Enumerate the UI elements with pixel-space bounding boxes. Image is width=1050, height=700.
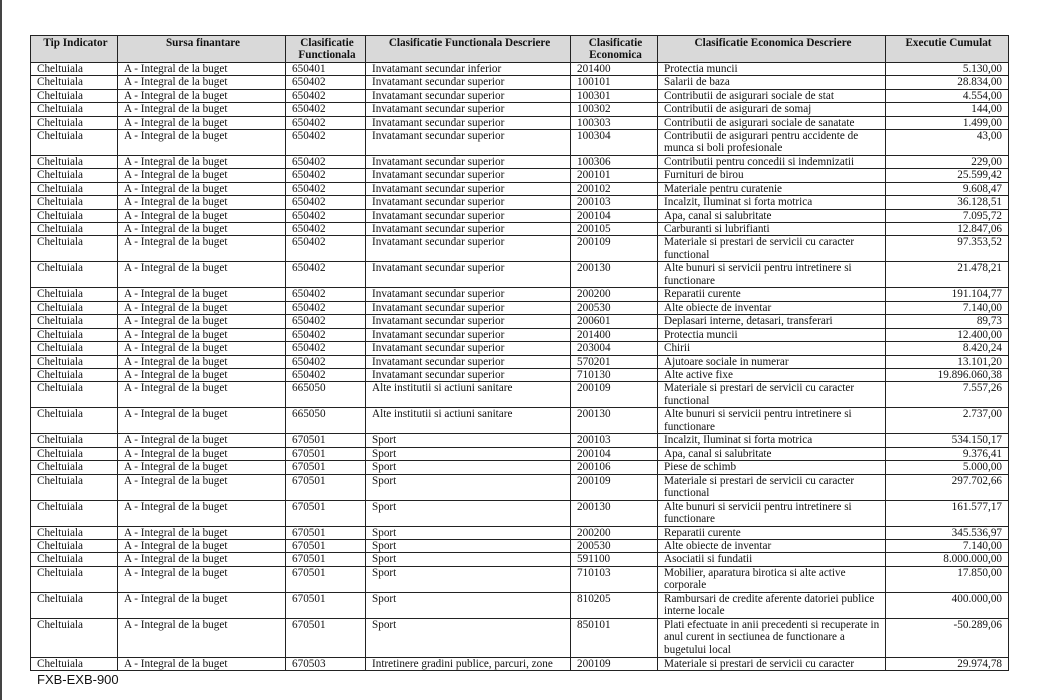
table-body: [31, 63, 1009, 671]
table-row: [31, 434, 1009, 447]
cell-clasificatie-economica-descriere: Alte bunuri si servicii pentru intretinere si functionare: [658, 262, 886, 288]
cell-tip-indicator: Cheltuiala: [31, 76, 118, 89]
cell-sursa-finantare: A - Integral de la buget: [118, 116, 286, 129]
cell-clasificatie-functionala-descriere: Invatamant secundar superior: [366, 315, 571, 328]
cell-clasificatie-functionala-descriere: Alte institutii si actiuni sanitare: [366, 408, 571, 434]
header-executie-cumulat: Executie Cumulat: [886, 36, 1009, 63]
cell-tip-indicator: Cheltuiala: [31, 288, 118, 301]
cell-executie-cumulat: 297.702,66: [886, 474, 1009, 500]
table-row: [31, 262, 1009, 288]
cell-clasificatie-functionala-descriere: Invatamant secundar superior: [366, 169, 571, 182]
cell-executie-cumulat: 12.847,06: [886, 223, 1009, 236]
cell-tip-indicator: Cheltuiala: [31, 130, 118, 156]
cell-sursa-finantare: A - Integral de la buget: [118, 382, 286, 408]
cell-clasificatie-functionala: 670501: [286, 500, 366, 526]
cell-tip-indicator: Cheltuiala: [31, 566, 118, 592]
cell-clasificatie-functionala-descriere: Sport: [366, 447, 571, 460]
cell-clasificatie-economica: 200103: [571, 434, 658, 447]
cell-clasificatie-economica: 100304: [571, 130, 658, 156]
header-clasificatie-economica: Clasificatie Economica: [571, 36, 658, 63]
table-row: [31, 592, 1009, 618]
cell-clasificatie-functionala: 670501: [286, 618, 366, 657]
cell-executie-cumulat: 12.400,00: [886, 328, 1009, 341]
table-row: [31, 566, 1009, 592]
cell-executie-cumulat: 7.557,26: [886, 382, 1009, 408]
cell-tip-indicator: Cheltuiala: [31, 103, 118, 116]
cell-clasificatie-economica-descriere: Alte obiecte de inventar: [658, 539, 886, 552]
cell-clasificatie-economica: 200104: [571, 447, 658, 460]
table-row: [31, 130, 1009, 156]
cell-tip-indicator: Cheltuiala: [31, 209, 118, 222]
cell-clasificatie-functionala-descriere: Sport: [366, 566, 571, 592]
table-row: [31, 382, 1009, 408]
cell-clasificatie-functionala: 650402: [286, 223, 366, 236]
cell-clasificatie-economica-descriere: Reparatii curente: [658, 526, 886, 539]
cell-clasificatie-economica-descriere: Materiale si prestari de servicii cu caracter functional: [658, 236, 886, 262]
cell-sursa-finantare: A - Integral de la buget: [118, 182, 286, 195]
cell-tip-indicator: Cheltuiala: [31, 315, 118, 328]
header-clasificatie-functionala-descriere: Clasificatie Functionala Descriere: [366, 36, 571, 63]
cell-clasificatie-economica: 200109: [571, 657, 658, 670]
header-sursa-finantare: Sursa finantare: [118, 36, 286, 63]
cell-executie-cumulat: 534.150,17: [886, 434, 1009, 447]
cell-clasificatie-economica: 200104: [571, 209, 658, 222]
cell-sursa-finantare: A - Integral de la buget: [118, 315, 286, 328]
cell-executie-cumulat: 19.896.060,38: [886, 368, 1009, 381]
cell-clasificatie-economica-descriere: Contributii pentru concedii si indemnizatii: [658, 156, 886, 169]
cell-executie-cumulat: 7.095,72: [886, 209, 1009, 222]
cell-executie-cumulat: 8.000.000,00: [886, 553, 1009, 566]
page-left-edge: [0, 0, 2, 700]
cell-tip-indicator: Cheltuiala: [31, 169, 118, 182]
cell-clasificatie-functionala-descriere: Sport: [366, 592, 571, 618]
cell-executie-cumulat: 28.834,00: [886, 76, 1009, 89]
cell-clasificatie-economica: 100306: [571, 156, 658, 169]
cell-executie-cumulat: 191.104,77: [886, 288, 1009, 301]
cell-clasificatie-functionala-descriere: Invatamant secundar superior: [366, 236, 571, 262]
cell-clasificatie-functionala-descriere: Sport: [366, 461, 571, 474]
cell-clasificatie-functionala: 670501: [286, 461, 366, 474]
cell-clasificatie-functionala: 650402: [286, 76, 366, 89]
cell-sursa-finantare: A - Integral de la buget: [118, 592, 286, 618]
cell-clasificatie-economica: 200102: [571, 182, 658, 195]
cell-clasificatie-functionala: 670503: [286, 657, 366, 670]
cell-tip-indicator: Cheltuiala: [31, 461, 118, 474]
cell-tip-indicator: Cheltuiala: [31, 434, 118, 447]
table-row: [31, 315, 1009, 328]
cell-clasificatie-functionala-descriere: Invatamant secundar superior: [366, 156, 571, 169]
cell-sursa-finantare: A - Integral de la buget: [118, 76, 286, 89]
cell-clasificatie-functionala-descriere: Invatamant secundar superior: [366, 76, 571, 89]
cell-clasificatie-functionala: 670501: [286, 434, 366, 447]
table-row: [31, 288, 1009, 301]
cell-clasificatie-functionala-descriere: Sport: [366, 474, 571, 500]
cell-clasificatie-economica-descriere: Piese de schimb: [658, 461, 886, 474]
cell-clasificatie-economica-descriere: Materiale si prestari de servicii cu caracter functional: [658, 474, 886, 500]
cell-clasificatie-economica-descriere: Furnituri de birou: [658, 169, 886, 182]
cell-clasificatie-economica: 200101: [571, 169, 658, 182]
table-row: [31, 209, 1009, 222]
table-row: [31, 328, 1009, 341]
cell-clasificatie-economica-descriere: Protectia muncii: [658, 63, 886, 76]
cell-clasificatie-functionala-descriere: Sport: [366, 618, 571, 657]
cell-clasificatie-economica: 570201: [571, 355, 658, 368]
cell-tip-indicator: Cheltuiala: [31, 474, 118, 500]
cell-clasificatie-functionala: 670501: [286, 592, 366, 618]
cell-tip-indicator: Cheltuiala: [31, 447, 118, 460]
cell-clasificatie-functionala: 650402: [286, 130, 366, 156]
cell-clasificatie-functionala: 670501: [286, 526, 366, 539]
cell-clasificatie-functionala: 650402: [286, 262, 366, 288]
cell-clasificatie-functionala: 650402: [286, 209, 366, 222]
cell-tip-indicator: Cheltuiala: [31, 116, 118, 129]
cell-clasificatie-functionala: 670501: [286, 474, 366, 500]
cell-clasificatie-economica-descriere: Chirii: [658, 342, 886, 355]
cell-tip-indicator: Cheltuiala: [31, 592, 118, 618]
cell-clasificatie-functionala-descriere: Invatamant secundar superior: [366, 182, 571, 195]
cell-sursa-finantare: A - Integral de la buget: [118, 368, 286, 381]
cell-clasificatie-functionala-descriere: Invatamant secundar superior: [366, 328, 571, 341]
table-row: [31, 301, 1009, 314]
header-tip-indicator: Tip Indicator: [31, 36, 118, 63]
cell-clasificatie-functionala-descriere: Intretinere gradini publice, parcuri, zone: [366, 657, 571, 670]
cell-sursa-finantare: A - Integral de la buget: [118, 474, 286, 500]
cell-clasificatie-functionala: 650402: [286, 169, 366, 182]
cell-clasificatie-economica: 100303: [571, 116, 658, 129]
cell-clasificatie-functionala: 670501: [286, 539, 366, 552]
cell-clasificatie-economica: 200109: [571, 382, 658, 408]
cell-clasificatie-functionala: 650402: [286, 355, 366, 368]
table-row: [31, 116, 1009, 129]
cell-clasificatie-economica: 200109: [571, 474, 658, 500]
cell-tip-indicator: Cheltuiala: [31, 156, 118, 169]
cell-sursa-finantare: A - Integral de la buget: [118, 262, 286, 288]
cell-clasificatie-functionala-descriere: Invatamant secundar superior: [366, 288, 571, 301]
cell-sursa-finantare: A - Integral de la buget: [118, 408, 286, 434]
cell-clasificatie-economica-descriere: Plati efectuate in anii precedenti si recuperate in anul curent in sectiunea de functionare a bugetului local: [658, 618, 886, 657]
cell-clasificatie-functionala-descriere: Sport: [366, 539, 571, 552]
cell-sursa-finantare: A - Integral de la buget: [118, 63, 286, 76]
cell-clasificatie-economica: 200530: [571, 301, 658, 314]
cell-clasificatie-economica-descriere: Contributii de asigurari pentru accidente de munca si boli profesionale: [658, 130, 886, 156]
cell-tip-indicator: Cheltuiala: [31, 328, 118, 341]
execution-report-table: [30, 35, 1009, 671]
cell-clasificatie-functionala: 650402: [286, 342, 366, 355]
cell-tip-indicator: Cheltuiala: [31, 223, 118, 236]
cell-executie-cumulat: 400.000,00: [886, 592, 1009, 618]
cell-executie-cumulat: 5.130,00: [886, 63, 1009, 76]
cell-clasificatie-economica: 200200: [571, 526, 658, 539]
cell-tip-indicator: Cheltuiala: [31, 196, 118, 209]
cell-executie-cumulat: 89,73: [886, 315, 1009, 328]
cell-sursa-finantare: A - Integral de la buget: [118, 657, 286, 670]
cell-clasificatie-functionala-descriere: Alte institutii si actiuni sanitare: [366, 382, 571, 408]
cell-clasificatie-functionala-descriere: Sport: [366, 434, 571, 447]
table-row: [31, 447, 1009, 460]
cell-sursa-finantare: A - Integral de la buget: [118, 618, 286, 657]
cell-tip-indicator: Cheltuiala: [31, 382, 118, 408]
cell-sursa-finantare: A - Integral de la buget: [118, 461, 286, 474]
header-clasificatie-functionala: Clasificatie Functionala: [286, 36, 366, 63]
cell-executie-cumulat: 4.554,00: [886, 89, 1009, 102]
cell-clasificatie-economica: 200130: [571, 408, 658, 434]
cell-sursa-finantare: A - Integral de la buget: [118, 209, 286, 222]
cell-clasificatie-functionala: 670501: [286, 447, 366, 460]
cell-clasificatie-economica-descriere: Alte bunuri si servicii pentru intretinere si functionare: [658, 408, 886, 434]
cell-clasificatie-economica-descriere: Contributii de asigurari sociale de sanatate: [658, 116, 886, 129]
cell-tip-indicator: Cheltuiala: [31, 182, 118, 195]
cell-tip-indicator: Cheltuiala: [31, 526, 118, 539]
cell-clasificatie-functionala-descriere: Sport: [366, 553, 571, 566]
document-footer-code: FXB-EXB-900: [37, 672, 119, 687]
cell-clasificatie-economica: 200103: [571, 196, 658, 209]
cell-executie-cumulat: 2.737,00: [886, 408, 1009, 434]
cell-clasificatie-economica: 200530: [571, 539, 658, 552]
cell-clasificatie-economica-descriere: Ajutoare sociale in numerar: [658, 355, 886, 368]
cell-clasificatie-economica-descriere: Alte obiecte de inventar: [658, 301, 886, 314]
table-row: [31, 500, 1009, 526]
cell-executie-cumulat: -50.289,06: [886, 618, 1009, 657]
cell-executie-cumulat: 97.353,52: [886, 236, 1009, 262]
cell-clasificatie-economica: 710130: [571, 368, 658, 381]
cell-clasificatie-economica-descriere: Alte active fixe: [658, 368, 886, 381]
cell-clasificatie-economica-descriere: Materiale si prestari de servicii cu caracter: [658, 657, 886, 670]
cell-executie-cumulat: 13.101,20: [886, 355, 1009, 368]
cell-clasificatie-functionala: 650402: [286, 328, 366, 341]
cell-sursa-finantare: A - Integral de la buget: [118, 553, 286, 566]
cell-clasificatie-economica-descriere: Asociatii si fundatii: [658, 553, 886, 566]
table-row: [31, 355, 1009, 368]
cell-clasificatie-economica: 201400: [571, 63, 658, 76]
cell-clasificatie-functionala: 665050: [286, 408, 366, 434]
cell-sursa-finantare: A - Integral de la buget: [118, 223, 286, 236]
table-row: [31, 196, 1009, 209]
table-row: [31, 474, 1009, 500]
cell-executie-cumulat: 43,00: [886, 130, 1009, 156]
cell-clasificatie-economica-descriere: Reparatii curente: [658, 288, 886, 301]
cell-clasificatie-functionala-descriere: Invatamant secundar superior: [366, 130, 571, 156]
cell-clasificatie-functionala-descriere: Invatamant secundar superior: [366, 342, 571, 355]
table-row: [31, 553, 1009, 566]
cell-executie-cumulat: 36.128,51: [886, 196, 1009, 209]
cell-clasificatie-economica-descriere: Rambursari de credite aferente datoriei publice interne locale: [658, 592, 886, 618]
cell-tip-indicator: Cheltuiala: [31, 342, 118, 355]
cell-clasificatie-functionala: 650402: [286, 196, 366, 209]
table-row: [31, 342, 1009, 355]
cell-clasificatie-functionala: 670501: [286, 566, 366, 592]
cell-clasificatie-functionala: 650402: [286, 156, 366, 169]
cell-tip-indicator: Cheltuiala: [31, 89, 118, 102]
cell-sursa-finantare: A - Integral de la buget: [118, 539, 286, 552]
cell-sursa-finantare: A - Integral de la buget: [118, 355, 286, 368]
cell-executie-cumulat: 29.974,78: [886, 657, 1009, 670]
cell-tip-indicator: Cheltuiala: [31, 262, 118, 288]
cell-clasificatie-economica-descriere: Materiale si prestari de servicii cu caracter functional: [658, 382, 886, 408]
table-row: [31, 76, 1009, 89]
table-row: [31, 461, 1009, 474]
cell-sursa-finantare: A - Integral de la buget: [118, 288, 286, 301]
cell-tip-indicator: Cheltuiala: [31, 553, 118, 566]
cell-sursa-finantare: A - Integral de la buget: [118, 156, 286, 169]
cell-tip-indicator: Cheltuiala: [31, 236, 118, 262]
cell-clasificatie-economica: 100301: [571, 89, 658, 102]
cell-clasificatie-economica-descriere: Incalzit, Iluminat si forta motrica: [658, 434, 886, 447]
cell-clasificatie-functionala: 650401: [286, 63, 366, 76]
table-row: [31, 103, 1009, 116]
cell-executie-cumulat: 7.140,00: [886, 301, 1009, 314]
cell-clasificatie-economica: 591100: [571, 553, 658, 566]
cell-clasificatie-functionala-descriere: Sport: [366, 526, 571, 539]
cell-clasificatie-economica: 100101: [571, 76, 658, 89]
cell-clasificatie-functionala: 650402: [286, 288, 366, 301]
cell-clasificatie-economica: 810205: [571, 592, 658, 618]
cell-tip-indicator: Cheltuiala: [31, 355, 118, 368]
cell-clasificatie-economica: 200130: [571, 262, 658, 288]
table-row: [31, 63, 1009, 76]
cell-clasificatie-functionala: 650402: [286, 116, 366, 129]
cell-clasificatie-economica-descriere: Contributii de asigurari de somaj: [658, 103, 886, 116]
cell-clasificatie-functionala-descriere: Invatamant secundar superior: [366, 196, 571, 209]
cell-clasificatie-functionala-descriere: Invatamant secundar superior: [366, 355, 571, 368]
cell-clasificatie-functionala-descriere: Invatamant secundar superior: [366, 116, 571, 129]
cell-tip-indicator: Cheltuiala: [31, 63, 118, 76]
cell-sursa-finantare: A - Integral de la buget: [118, 236, 286, 262]
cell-clasificatie-functionala-descriere: Invatamant secundar superior: [366, 368, 571, 381]
cell-clasificatie-functionala-descriere: Invatamant secundar superior: [366, 223, 571, 236]
cell-clasificatie-functionala: 650402: [286, 182, 366, 195]
cell-sursa-finantare: A - Integral de la buget: [118, 196, 286, 209]
cell-clasificatie-functionala-descriere: Invatamant secundar superior: [366, 89, 571, 102]
table-row: [31, 657, 1009, 670]
cell-executie-cumulat: 8.420,24: [886, 342, 1009, 355]
cell-tip-indicator: Cheltuiala: [31, 657, 118, 670]
cell-tip-indicator: Cheltuiala: [31, 500, 118, 526]
table-row: [31, 618, 1009, 657]
table-row: [31, 539, 1009, 552]
cell-sursa-finantare: A - Integral de la buget: [118, 566, 286, 592]
cell-executie-cumulat: 9.608,47: [886, 182, 1009, 195]
cell-executie-cumulat: 7.140,00: [886, 539, 1009, 552]
table-row: [31, 526, 1009, 539]
cell-clasificatie-economica: 710103: [571, 566, 658, 592]
cell-executie-cumulat: 345.536,97: [886, 526, 1009, 539]
table-row: [31, 408, 1009, 434]
cell-clasificatie-economica: 200130: [571, 500, 658, 526]
table-header-row: [31, 36, 1009, 63]
table-row: [31, 223, 1009, 236]
cell-clasificatie-functionala: 650402: [286, 236, 366, 262]
cell-executie-cumulat: 17.850,00: [886, 566, 1009, 592]
table-row: [31, 169, 1009, 182]
cell-executie-cumulat: 21.478,21: [886, 262, 1009, 288]
cell-executie-cumulat: 144,00: [886, 103, 1009, 116]
cell-clasificatie-economica-descriere: Deplasari interne, detasari, transferari: [658, 315, 886, 328]
cell-clasificatie-economica: 200109: [571, 236, 658, 262]
cell-clasificatie-economica-descriere: Apa, canal si salubritate: [658, 209, 886, 222]
cell-sursa-finantare: A - Integral de la buget: [118, 328, 286, 341]
cell-executie-cumulat: 9.376,41: [886, 447, 1009, 460]
cell-sursa-finantare: A - Integral de la buget: [118, 526, 286, 539]
table-row: [31, 182, 1009, 195]
cell-clasificatie-functionala: 670501: [286, 553, 366, 566]
cell-sursa-finantare: A - Integral de la buget: [118, 434, 286, 447]
cell-tip-indicator: Cheltuiala: [31, 618, 118, 657]
cell-clasificatie-economica-descriere: Salarii de baza: [658, 76, 886, 89]
cell-clasificatie-economica-descriere: Contributii de asigurari sociale de stat: [658, 89, 886, 102]
cell-sursa-finantare: A - Integral de la buget: [118, 342, 286, 355]
cell-tip-indicator: Cheltuiala: [31, 368, 118, 381]
cell-sursa-finantare: A - Integral de la buget: [118, 130, 286, 156]
cell-executie-cumulat: 161.577,17: [886, 500, 1009, 526]
cell-executie-cumulat: 25.599,42: [886, 169, 1009, 182]
cell-clasificatie-economica-descriere: Materiale pentru curatenie: [658, 182, 886, 195]
cell-clasificatie-economica-descriere: Incalzit, Iluminat si forta motrica: [658, 196, 886, 209]
cell-tip-indicator: Cheltuiala: [31, 301, 118, 314]
table-row: [31, 236, 1009, 262]
cell-clasificatie-functionala-descriere: Invatamant secundar superior: [366, 209, 571, 222]
cell-tip-indicator: Cheltuiala: [31, 408, 118, 434]
cell-clasificatie-economica: 200200: [571, 288, 658, 301]
cell-clasificatie-functionala-descriere: Invatamant secundar inferior: [366, 63, 571, 76]
header-clasificatie-economica-descriere: Clasificatie Economica Descriere: [658, 36, 886, 63]
cell-clasificatie-functionala: 650402: [286, 368, 366, 381]
cell-tip-indicator: Cheltuiala: [31, 539, 118, 552]
cell-clasificatie-economica: 200601: [571, 315, 658, 328]
cell-clasificatie-functionala: 650402: [286, 301, 366, 314]
cell-clasificatie-functionala: 650402: [286, 103, 366, 116]
cell-clasificatie-functionala-descriere: Invatamant secundar superior: [366, 262, 571, 288]
cell-clasificatie-functionala: 650402: [286, 89, 366, 102]
cell-clasificatie-functionala-descriere: Sport: [366, 500, 571, 526]
table-row: [31, 368, 1009, 381]
cell-executie-cumulat: 1.499,00: [886, 116, 1009, 129]
cell-sursa-finantare: A - Integral de la buget: [118, 89, 286, 102]
cell-clasificatie-economica: 100302: [571, 103, 658, 116]
cell-clasificatie-economica-descriere: Protectia muncii: [658, 328, 886, 341]
cell-clasificatie-economica-descriere: Alte bunuri si servicii pentru intretinere si functionare: [658, 500, 886, 526]
cell-clasificatie-economica-descriere: Carburanti si lubrifianti: [658, 223, 886, 236]
cell-executie-cumulat: 229,00: [886, 156, 1009, 169]
cell-sursa-finantare: A - Integral de la buget: [118, 103, 286, 116]
cell-clasificatie-functionala: 650402: [286, 315, 366, 328]
cell-clasificatie-functionala: 665050: [286, 382, 366, 408]
cell-clasificatie-economica: 850101: [571, 618, 658, 657]
table-row: [31, 156, 1009, 169]
cell-clasificatie-economica-descriere: Mobilier, aparatura birotica si alte active corporale: [658, 566, 886, 592]
cell-sursa-finantare: A - Integral de la buget: [118, 169, 286, 182]
cell-clasificatie-economica: 200106: [571, 461, 658, 474]
cell-clasificatie-economica: 200105: [571, 223, 658, 236]
table-row: [31, 89, 1009, 102]
cell-clasificatie-functionala-descriere: Invatamant secundar superior: [366, 301, 571, 314]
cell-sursa-finantare: A - Integral de la buget: [118, 447, 286, 460]
cell-sursa-finantare: A - Integral de la buget: [118, 301, 286, 314]
cell-clasificatie-economica: 203004: [571, 342, 658, 355]
cell-clasificatie-functionala-descriere: Invatamant secundar superior: [366, 103, 571, 116]
cell-executie-cumulat: 5.000,00: [886, 461, 1009, 474]
cell-clasificatie-economica-descriere: Apa, canal si salubritate: [658, 447, 886, 460]
cell-sursa-finantare: A - Integral de la buget: [118, 500, 286, 526]
cell-clasificatie-economica: 201400: [571, 328, 658, 341]
